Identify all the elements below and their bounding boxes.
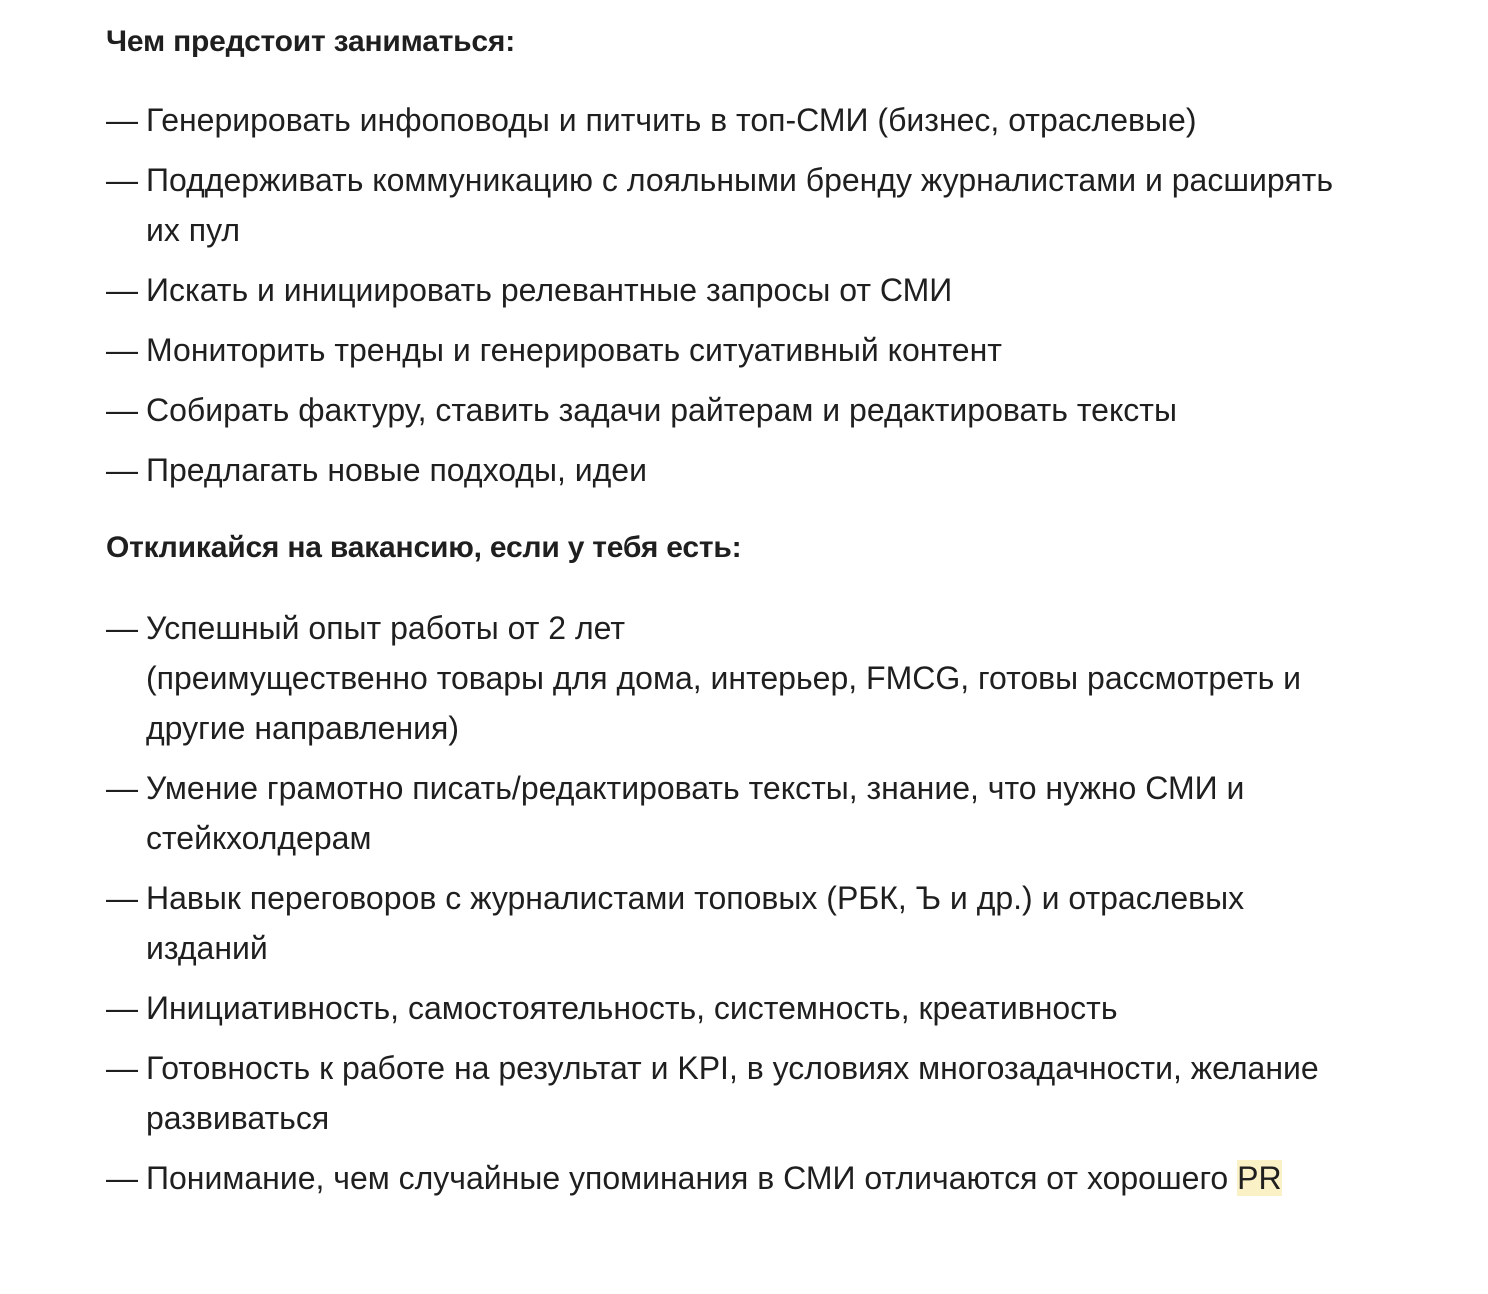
- requirements-list: [106, 603, 1366, 1203]
- dash-bullet: —: [106, 990, 138, 1026]
- list-item-text-continued: (преимущественно товары для дома, интерьер, FMCG, готовы рассмотреть и другие направления): [146, 660, 1302, 746]
- dash-bullet: —: [106, 452, 138, 488]
- list-item-text: Искать и инициировать релевантные запросы от СМИ: [146, 272, 953, 308]
- list-item: [106, 603, 1366, 753]
- list-item: [106, 983, 1366, 1033]
- list-item: [106, 95, 1366, 145]
- list-item-text: Мониторить тренды и генерировать ситуативный контент: [146, 332, 1002, 368]
- dash-bullet: —: [106, 392, 138, 428]
- list-item: [106, 155, 1366, 255]
- dash-bullet: —: [106, 332, 138, 368]
- list-item: [106, 385, 1366, 435]
- section-heading-requirements: Откликайся на вакансию, если у тебя есть:: [106, 531, 742, 564]
- dash-bullet: —: [106, 272, 138, 308]
- list-item: [106, 445, 1366, 495]
- dash-bullet: —: [106, 162, 138, 198]
- list-item-text: Предлагать новые подходы, идеи: [146, 452, 647, 488]
- list-item: [106, 763, 1366, 863]
- dash-bullet: —: [106, 1050, 138, 1086]
- dash-bullet: —: [106, 1160, 138, 1196]
- list-item-text: Навык переговоров с журналистами топовых (РБК, Ъ и др.) и отраслевых изданий: [146, 880, 1245, 966]
- list-item: [106, 325, 1366, 375]
- list-item-text: Собирать фактуру, ставить задачи райтерам и редактировать тексты: [146, 392, 1177, 428]
- dash-bullet: —: [106, 610, 138, 646]
- list-item-text: Поддерживать коммуникацию с лояльными бренду журналистами и расширять их пул: [146, 162, 1333, 248]
- highlighted-term: PR: [1237, 1160, 1282, 1196]
- dash-bullet: —: [106, 770, 138, 806]
- list-item: [106, 873, 1366, 973]
- list-item-text: Успешный опыт работы от 2 лет: [146, 610, 626, 646]
- list-item-text: Генерировать инфоповоды и питчить в топ-СМИ (бизнес, отраслевые): [146, 102, 1197, 138]
- list-item-text: Умение грамотно писать/редактировать тексты, знание, что нужно СМИ и стейкхолдерам: [146, 770, 1245, 856]
- vacancy-description: [106, 0, 1366, 1213]
- list-item-text: Инициативность, самостоятельность, системность, креативность: [146, 990, 1118, 1026]
- responsibilities-list: [106, 95, 1366, 495]
- dash-bullet: —: [106, 102, 138, 138]
- list-item: [106, 265, 1366, 315]
- section-heading-responsibilities: Чем предстоит заниматься:: [106, 25, 516, 58]
- list-item-text: Готовность к работе на результат и KPI, в условиях многозадачности, желание развиваться: [146, 1050, 1319, 1136]
- list-item-text: Понимание, чем случайные упоминания в СМИ отличаются от хорошего: [146, 1160, 1238, 1196]
- dash-bullet: —: [106, 880, 138, 916]
- list-item: [106, 1153, 1366, 1203]
- list-item: [106, 1043, 1366, 1143]
